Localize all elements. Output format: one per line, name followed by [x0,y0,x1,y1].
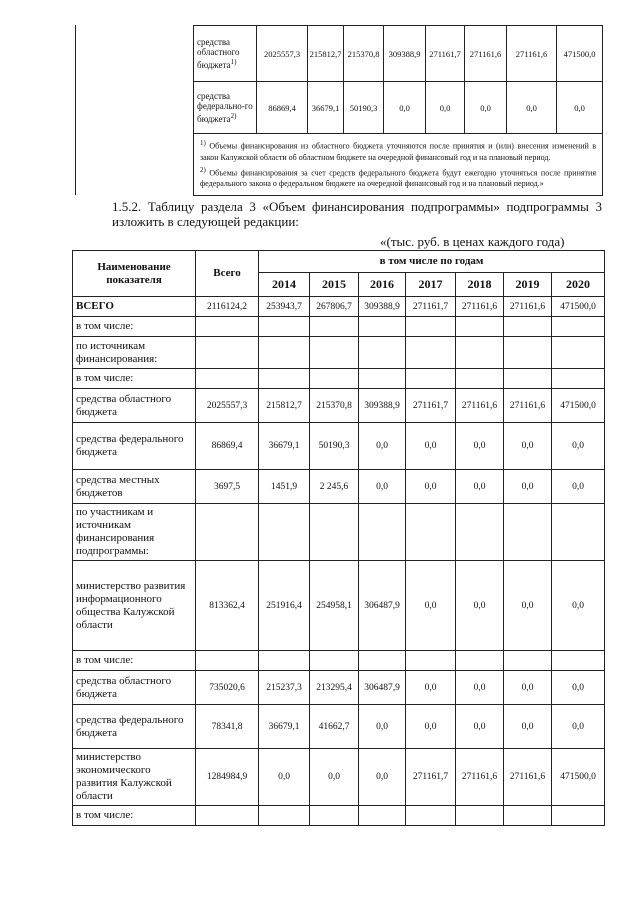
row-label-text: средства федерально-го бюджета [197,91,253,124]
value-cell [504,369,552,389]
value-cell [406,651,456,671]
value-cell: 254958,1 [310,561,359,651]
row-label: ВСЕГО [73,297,196,317]
value-cell: 271161,6 [465,26,507,82]
value-cell: 0,0 [465,82,507,134]
footnote-mark: 1) [200,139,206,147]
value-cell [259,806,310,826]
value-cell: 471500,0 [552,749,605,806]
value-cell: 50190,3 [344,82,384,134]
header-row [73,251,605,273]
value-cell [359,317,406,337]
header-total: Всего [196,251,259,297]
value-cell: 0,0 [384,82,426,134]
table-row [73,423,605,470]
value-cell: 213295,4 [310,671,359,705]
value-cell [504,317,552,337]
top-continuation-table [193,25,603,196]
value-cell: 0,0 [456,705,504,749]
intro-text: 1.5.2. Таблицу раздела 3 «Объем финансирования подпрограммы» подпрограммы 3 изложить в следующей редакции: [112,199,602,229]
header-years-group: в том числе по годам [259,251,605,273]
row-label: в том числе: [73,317,196,337]
value-cell [406,504,456,561]
total-cell: 78341,8 [196,705,259,749]
value-cell [259,337,310,369]
value-cell: 309388,9 [384,26,426,82]
value-cell [456,337,504,369]
row-label: в том числе: [73,369,196,389]
row-label: средства федерального бюджета [73,705,196,749]
total-cell: 1284984,9 [196,749,259,806]
value-cell: 271161,6 [456,389,504,423]
table-row [73,749,605,806]
value-cell: 1451,9 [259,470,310,504]
total-cell [196,651,259,671]
value-cell: 0,0 [504,671,552,705]
value-cell: 271161,6 [504,749,552,806]
value-cell: 267806,7 [310,297,359,317]
value-cell: 309388,9 [359,297,406,317]
value-cell [259,504,310,561]
value-cell: 0,0 [552,671,605,705]
value-cell: 271161,6 [504,297,552,317]
value-cell: 0,0 [310,749,359,806]
value-cell: 0,0 [456,671,504,705]
intro-paragraph [80,199,602,229]
footnote-mark: 2) [200,165,206,174]
value-cell: 215812,7 [308,26,344,82]
value-cell [456,504,504,561]
value-cell [406,337,456,369]
value-cell: 0,0 [406,561,456,651]
value-cell: 271161,6 [456,749,504,806]
total-cell [196,806,259,826]
value-cell [359,806,406,826]
value-cell [552,317,605,337]
value-cell [504,806,552,826]
value-cell: 0,0 [406,470,456,504]
value-cell: 253943,7 [259,297,310,317]
value-cell: 0,0 [456,561,504,651]
value-cell: 0,0 [504,423,552,470]
total-cell: 2025557,3 [196,389,259,423]
row-label: в том числе: [73,651,196,671]
table-row [73,369,605,389]
table-row [73,651,605,671]
value-cell: 471500,0 [552,389,605,423]
value-cell: 0,0 [359,423,406,470]
value-cell [456,806,504,826]
value-cell: 309388,9 [359,389,406,423]
table-row [73,317,605,337]
row-label: по участникам и источникам финансирования подпрограммы: [73,504,196,561]
value-cell: 0,0 [406,671,456,705]
value-cell [310,337,359,369]
value-cell [359,369,406,389]
year-header: 2019 [504,273,552,297]
table-row [73,705,605,749]
top-table-row [194,26,603,82]
row-label [194,26,257,82]
value-cell [504,651,552,671]
row-label-text: средства областного бюджета [197,37,240,70]
year-header: 2018 [456,273,504,297]
value-cell [504,337,552,369]
total-cell [196,337,259,369]
table-row [73,671,605,705]
value-cell: 306487,9 [359,671,406,705]
value-cell: 0,0 [552,470,605,504]
footnote [200,138,596,163]
row-label: средства областного бюджета [73,389,196,423]
value-cell: 0,0 [259,749,310,806]
units-note: «(тыс. руб. в ценах каждого года) [380,234,565,249]
value-cell: 0,0 [456,470,504,504]
value-cell [359,651,406,671]
value-cell: 0,0 [552,423,605,470]
value-cell: 0,0 [557,82,603,134]
row-label: по источникам финансирования: [73,337,196,369]
footnote-text: Объемы финансирования за счет средств федерального бюджета будут ежегодно уточняться после принятия федерального закона о федеральном бюджете на очередной финансовый год и на плановый период.» [200,168,596,189]
financing-table [72,250,605,826]
value-cell: 0,0 [359,749,406,806]
year-header: 2017 [406,273,456,297]
value-cell: 215237,3 [259,671,310,705]
value-cell: 471500,0 [557,26,603,82]
value-cell: 271161,7 [426,26,465,82]
total-cell: 735020,6 [196,671,259,705]
footnote-text: Объемы финансирования из областного бюджета уточняются после принятия и (или) внесения изменений в закон Калужской области об областном бюджете на очередной финансовый год и на плановый период. [200,141,597,162]
value-cell [310,806,359,826]
table-row [73,337,605,369]
footnotes-cell [194,134,603,196]
value-cell [310,651,359,671]
value-cell: 271161,6 [507,26,557,82]
table-row [73,470,605,504]
value-cell: 271161,7 [406,749,456,806]
row-label: средства федерального бюджета [73,423,196,470]
table-row [73,389,605,423]
table-row [73,504,605,561]
value-cell [259,651,310,671]
value-cell: 0,0 [359,705,406,749]
value-cell [310,369,359,389]
row-label: министерство развития информационного общества Калужской области [73,561,196,651]
value-cell [456,651,504,671]
value-cell [552,337,605,369]
value-cell [359,504,406,561]
value-cell: 0,0 [359,470,406,504]
total-cell: 813362,4 [196,561,259,651]
total-cell: 86869,4 [257,82,308,134]
total-cell [196,317,259,337]
footnote-mark: 1) [230,58,237,66]
year-header: 2020 [552,273,605,297]
value-cell: 271161,7 [406,297,456,317]
table-row [73,561,605,651]
row-label: средства местных бюджетов [73,470,196,504]
value-cell: 215812,7 [259,389,310,423]
value-cell: 0,0 [552,561,605,651]
row-label: средства областного бюджета [73,671,196,705]
value-cell: 0,0 [426,82,465,134]
row-label [194,82,257,134]
total-cell: 86869,4 [196,423,259,470]
total-cell: 3697,5 [196,470,259,504]
value-cell: 0,0 [552,705,605,749]
value-cell [259,369,310,389]
value-cell: 0,0 [406,423,456,470]
value-cell [504,504,552,561]
value-cell: 251916,4 [259,561,310,651]
row-label: в том числе: [73,806,196,826]
footnote-row [194,134,603,196]
value-cell [406,806,456,826]
value-cell [259,317,310,337]
header-name: Наименование показателя [73,251,196,297]
year-header: 2015 [310,273,359,297]
value-cell: 41662,7 [310,705,359,749]
value-cell: 36679,1 [259,423,310,470]
value-cell [552,651,605,671]
value-cell [406,369,456,389]
total-cell: 2025557,3 [257,26,308,82]
value-cell: 36679,1 [308,82,344,134]
footnote [200,165,596,190]
value-cell [406,317,456,337]
top-table-row [194,82,603,134]
value-cell: 0,0 [406,705,456,749]
value-cell: 2 245,6 [310,470,359,504]
row-label: министерство экономического развития Калужской области [73,749,196,806]
footnote-mark: 2) [230,112,237,120]
value-cell [552,806,605,826]
value-cell: 215370,8 [310,389,359,423]
table-row [73,297,605,317]
value-cell: 50190,3 [310,423,359,470]
value-cell [552,369,605,389]
value-cell [552,504,605,561]
value-cell [456,317,504,337]
value-cell: 271161,6 [456,297,504,317]
value-cell [359,337,406,369]
value-cell: 271161,7 [406,389,456,423]
value-cell [310,317,359,337]
value-cell: 0,0 [504,470,552,504]
value-cell: 271161,6 [504,389,552,423]
year-header: 2014 [259,273,310,297]
value-cell: 0,0 [507,82,557,134]
year-header: 2016 [359,273,406,297]
value-cell: 471500,0 [552,297,605,317]
value-cell: 0,0 [504,561,552,651]
value-cell: 0,0 [504,705,552,749]
value-cell [310,504,359,561]
value-cell: 0,0 [456,423,504,470]
left-border-line [75,25,76,195]
value-cell: 215370,8 [344,26,384,82]
total-cell [196,504,259,561]
table-row [73,806,605,826]
total-cell: 2116124,2 [196,297,259,317]
value-cell: 306487,9 [359,561,406,651]
value-cell: 36679,1 [259,705,310,749]
value-cell [456,369,504,389]
total-cell [196,369,259,389]
